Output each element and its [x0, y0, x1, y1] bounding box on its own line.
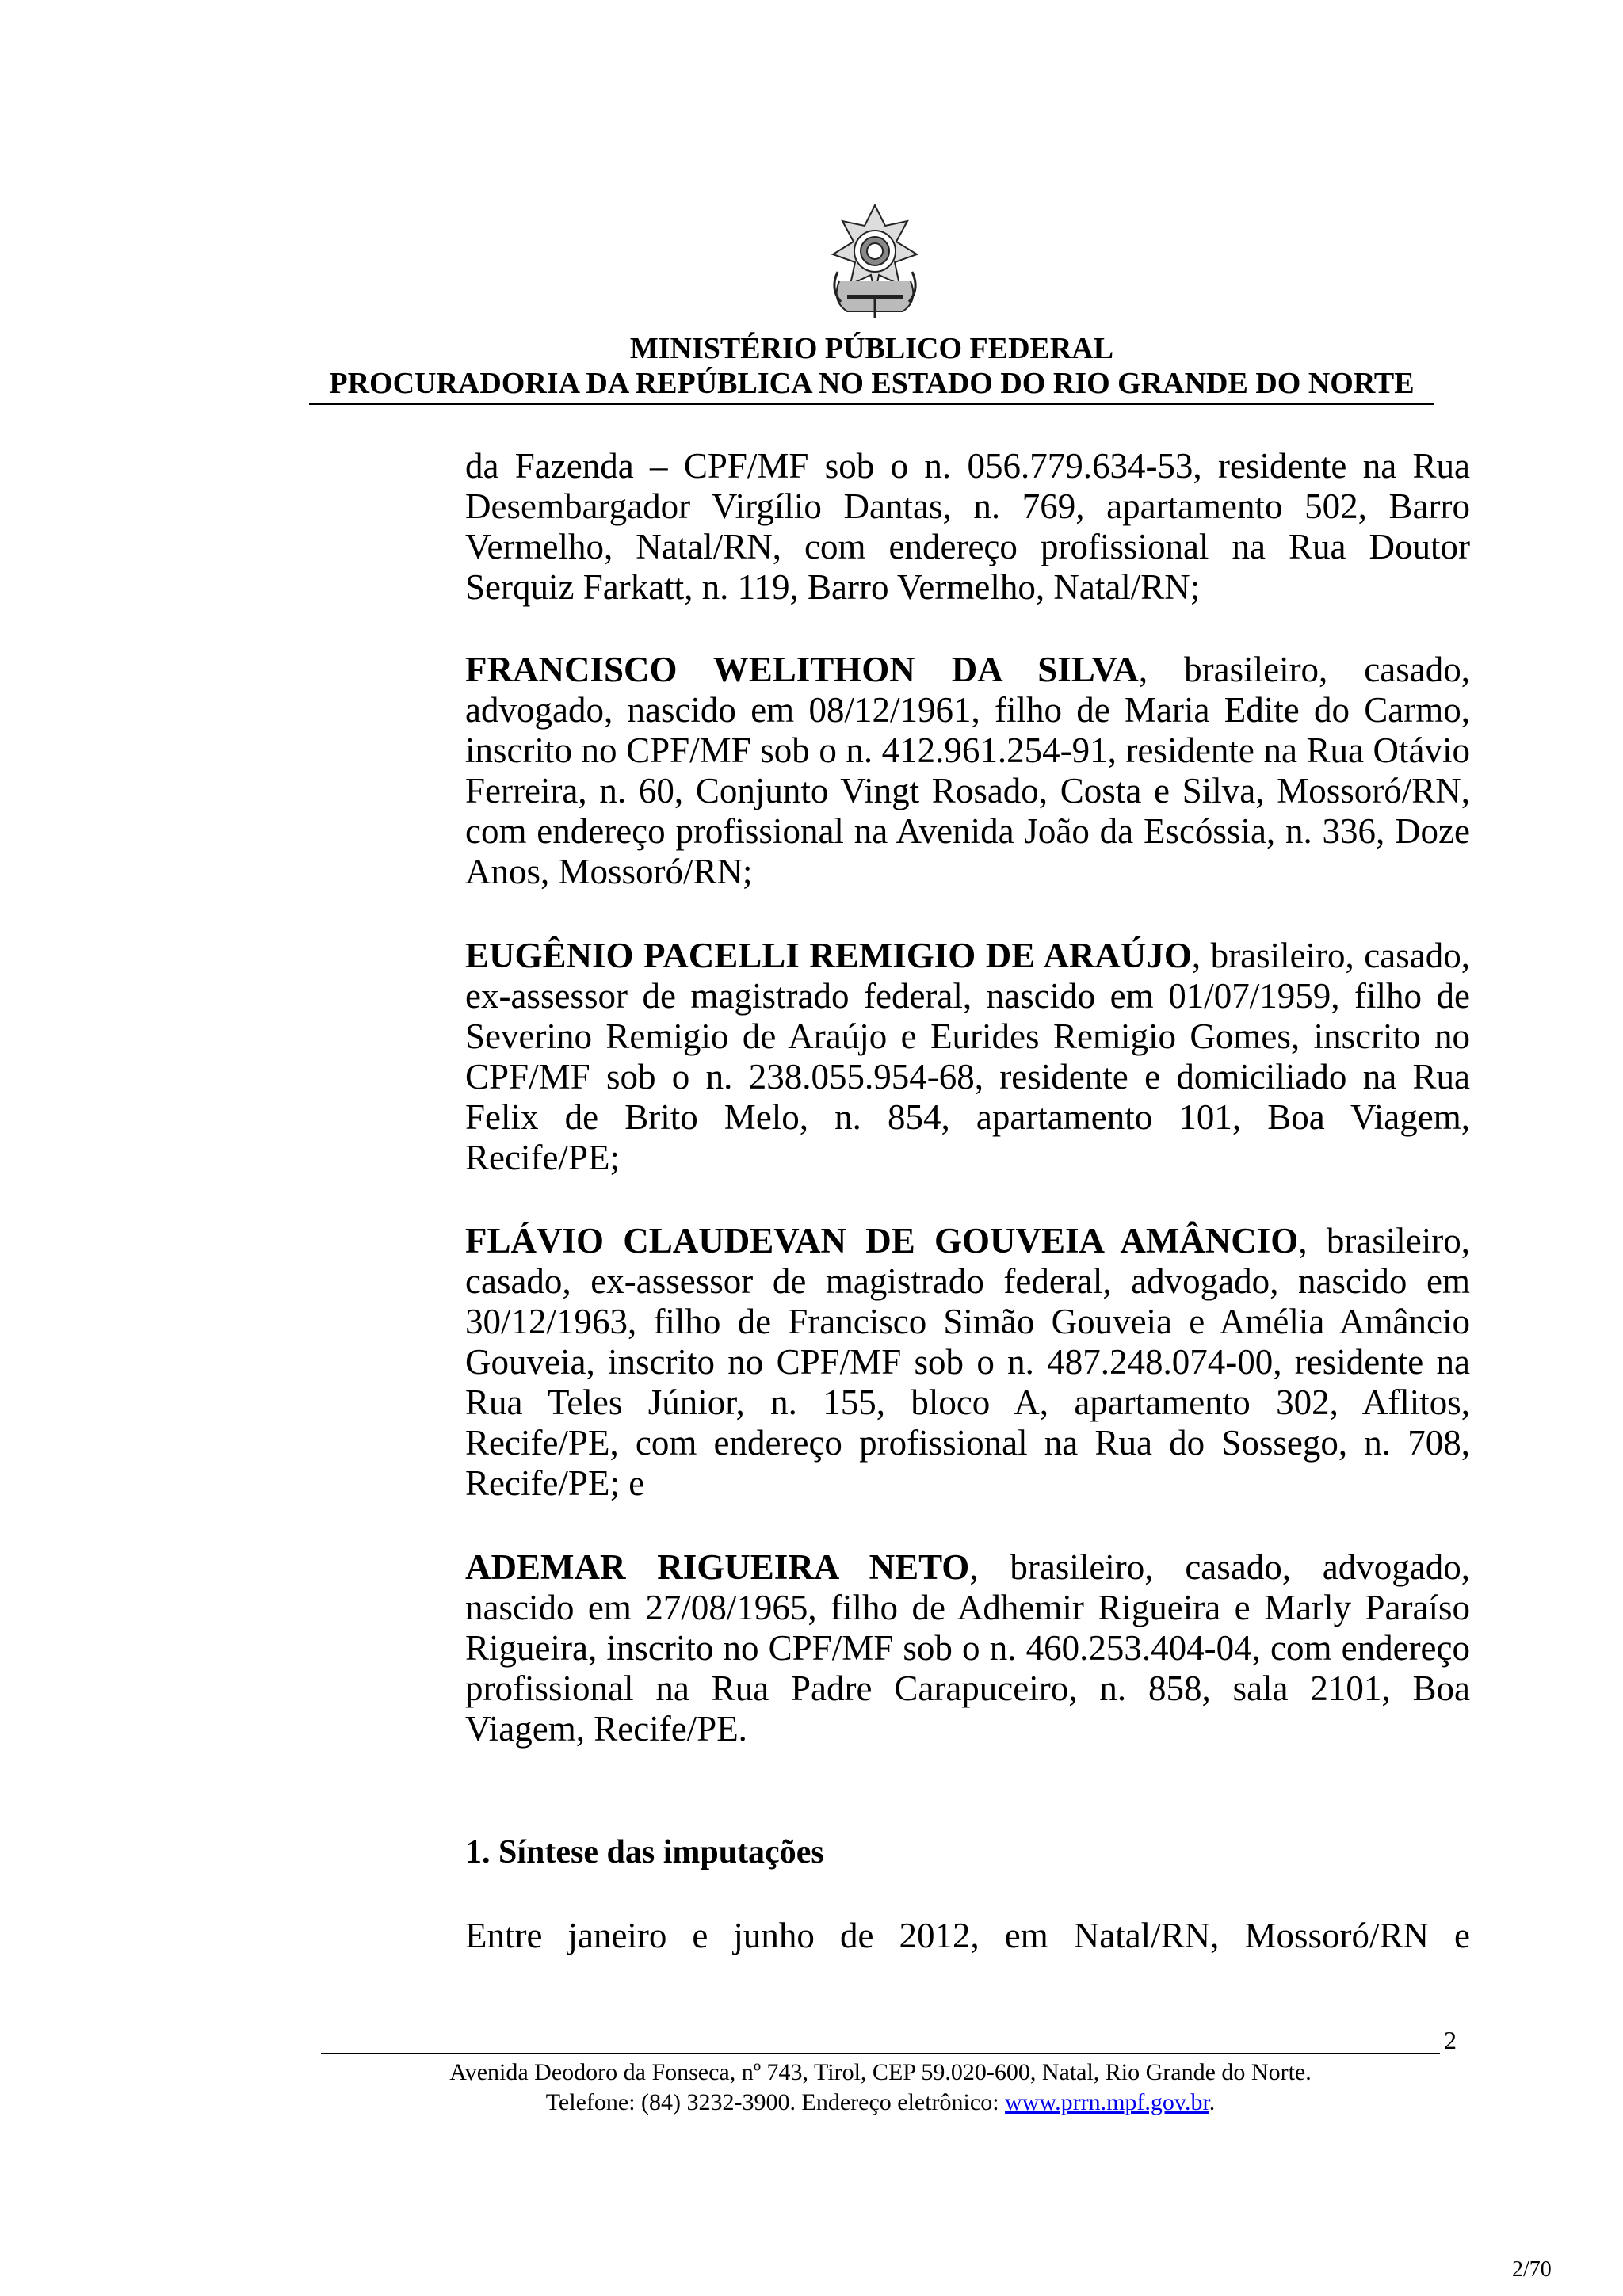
- footer-contact: [321, 2088, 1440, 2117]
- paragraph-text: , brasileiro, casado, advogado, nascido em 27/08/1965, filho de Adhemir Rigueira e Marly Paraíso Rigueira, inscrito no CPF/MF sob o n. 460.253.404-04, com endereço profissional na Rua Padre Carapuceiro, n. 858, sala 2101, Boa Viagem, Recife/PE.: [465, 1547, 1470, 1749]
- paragraph: [465, 1547, 1470, 1749]
- footer-address: Avenida Deodoro da Fonseca, nº 743, Tirol, CEP 59.020-600, Natal, Rio Grande do Norte.: [449, 2059, 1312, 2085]
- coat-of-arms-icon: [823, 202, 926, 321]
- paragraph-text: , brasileiro, casado, advogado, nascido em 08/12/1961, filho de Maria Edite do Carmo, inscrito no CPF/MF sob o n. 412.961.254-91, residente na Rua Otávio Ferreira, n. 60, Conjunto Vingt Rosado, Costa e Silva, Mossoró/RN, com endereço profissional na Avenida João da Escóssia, n. 336, Doze Anos, Mossoró/RN;: [465, 650, 1470, 891]
- header-divider: [309, 403, 1434, 405]
- footer-divider: [321, 2053, 1440, 2054]
- paragraph: [465, 1221, 1470, 1504]
- paragraph: [465, 1916, 1470, 1956]
- paragraph-text: da Fazenda – CPF/MF sob o n. 056.779.634-53, residente na Rua Desembargador Virgílio Dantas, n. 769, apartamento 502, Barro Vermelho, Natal/RN, com endereço profissional na Rua Doutor Serquiz Farkatt, n. 119, Barro Vermelho, Natal/RN;: [465, 446, 1470, 607]
- header-institution: MINISTÉRIO PÚBLICO FEDERAL: [629, 332, 1114, 365]
- paragraph-text: Entre janeiro e junho de 2012, em Natal/RN, Mossoró/RN e: [465, 1916, 1470, 1955]
- paragraph: [465, 936, 1470, 1178]
- page-number: 2: [1444, 2026, 1457, 2054]
- defendant-name: FLÁVIO CLAUDEVAN DE GOUVEIA AMÂNCIO: [465, 1221, 1299, 1261]
- defendant-name: FRANCISCO WELITHON DA SILVA: [465, 650, 1139, 689]
- paragraph: [465, 446, 1470, 608]
- header-office: PROCURADORIA DA REPÚBLICA NO ESTADO DO RIO GRANDE DO NORTE: [329, 367, 1415, 400]
- paragraph-text: , brasileiro, casado, ex-assessor de magistrado federal, advogado, nascido em 30/12/1963, filho de Francisco Simão Gouveia e Amélia Amâncio Gouveia, inscrito no CPF/MF sob o n. 487.248.074-00, residente na Rua Teles Júnior, n. 155, bloco A, apartamento 302, Aflitos, Recife/PE, com endereço profissional na Rua do Sossego, n. 708, Recife/PE; e: [465, 1221, 1471, 1503]
- section-heading: 1. Síntese das imputações: [465, 1834, 824, 1871]
- footer-contact-suffix: .: [1209, 2089, 1216, 2115]
- paragraph: [465, 650, 1470, 892]
- defendant-name: ADEMAR RIGUEIRA NETO: [465, 1547, 970, 1587]
- website-link[interactable]: www.prrn.mpf.gov.br: [1005, 2089, 1209, 2115]
- paragraph-text: , brasileiro, casado, ex-assessor de magistrado federal, nascido em 01/07/1959, filho de Severino Remigio de Araújo e Eurides Remigio Gomes, inscrito no CPF/MF sob o n. 238.055.954-68, residente e domiciliado na Rua Felix de Brito Melo, n. 854, apartamento 101, Boa Viagem, Recife/PE;: [465, 936, 1470, 1177]
- page-counter: 2/70: [1512, 2257, 1552, 2282]
- footer-contact-prefix: Telefone: (84) 3232-3900. Endereço eletrônico:: [545, 2089, 1006, 2115]
- defendant-name: EUGÊNIO PACELLI REMIGIO DE ARAÚJO: [465, 936, 1192, 975]
